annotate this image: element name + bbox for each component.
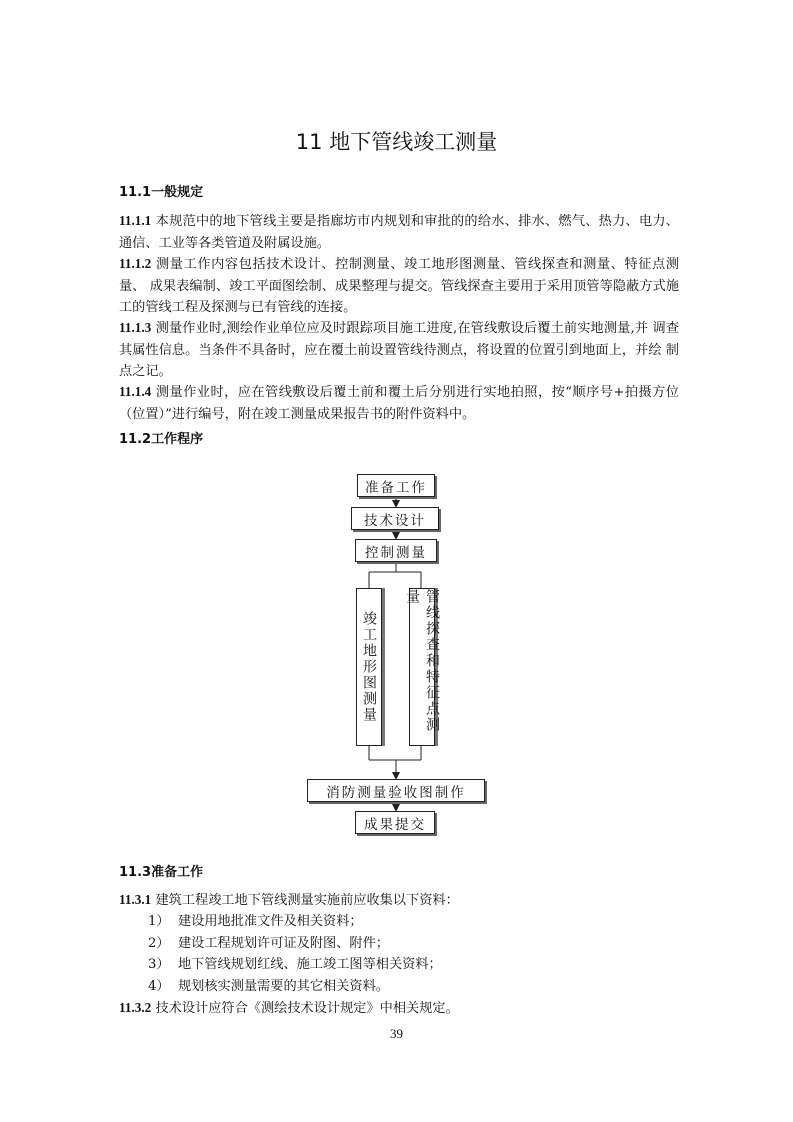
flow-step-control-survey: 控制测量 xyxy=(355,539,437,562)
list-item-number: 1） xyxy=(148,914,170,929)
clause-number: 11.1.3 xyxy=(119,320,152,335)
list-item-number: 3） xyxy=(148,957,170,972)
clause-number: 11.1.4 xyxy=(119,384,152,399)
list-item-text: 建设工程规划许可证及附图、附件； xyxy=(178,935,389,951)
flow-step-topographic-survey: 竣工地形图测量 xyxy=(356,588,382,746)
flow-step-submit-results: 成果提交 xyxy=(355,811,435,834)
clause-number: 11.3.2 xyxy=(119,1000,152,1015)
materials-list xyxy=(148,911,442,997)
page-title: 11 地下管线竣工测量 xyxy=(295,130,498,154)
clause-number: 11.1.1 xyxy=(119,213,152,228)
flow-step-prepare: 准备工作 xyxy=(357,474,435,497)
clause-text: 测量工作内容包括技术设计、控制测量、竣工地形图测量、管线探查和测量、特征点测量、 成果表编制、竣工平面图绘制、成果整理与提交。管线探查主要用于采用顶管等隐蔽方式施工的管线工程及探测与已有管线的连接。 xyxy=(119,257,679,315)
list-item xyxy=(148,954,442,976)
list-item-number: 2） xyxy=(148,935,170,951)
clause-text: 技术设计应符合《测绘技术设计规定》中相关规定。 xyxy=(151,1001,459,1016)
list-item-text: 规划核实测量需要的其它相关资料。 xyxy=(178,978,389,994)
clause-text: 测量作业时，应在管线敷设后覆土前和覆土后分别进行实地拍照，按“顺序号+拍摄方位 （位置）”进行编号，附在竣工测量成果报告书的附件资料中。 xyxy=(119,385,679,422)
clause-number: 11.3.1 xyxy=(119,892,152,907)
clause-number: 11.1.2 xyxy=(119,256,152,271)
page-number: 39 xyxy=(390,1026,403,1041)
clause-text: 测量作业时,测绘作业单位应及时跟踪项目施工进度,在管线敷设后覆土前实地测量,并 调查其属性信息。当条件不具备时，应在覆土前设置管线待测点，将设置的位置引到地面上，并绘 制点之记。 xyxy=(119,321,679,379)
list-item-number: 4） xyxy=(148,978,170,994)
list-item-text: 建设用地批准文件及相关资料； xyxy=(178,914,363,929)
section-heading-11-2: 11.2工作程序 xyxy=(119,432,204,447)
paragraph-11-3-1 xyxy=(119,889,679,912)
section-heading-11-3: 11.3准备工作 xyxy=(119,865,204,880)
paragraph-11-3-2 xyxy=(119,997,679,1020)
section-heading-11-1: 11.1一般规定 xyxy=(119,185,204,200)
clause-text: 建筑工程竣工地下管线测量实施前应收集以下资料： xyxy=(151,893,459,908)
list-item xyxy=(148,933,442,955)
list-item xyxy=(148,976,442,998)
flow-step-technical-design: 技术设计 xyxy=(351,507,439,530)
flow-step-pipeline-detection: 管线探查和特征点测量 xyxy=(409,588,435,746)
list-item xyxy=(148,911,442,933)
flow-step-fire-acceptance-drawing: 消防测量验收图制作 xyxy=(307,779,485,802)
clause-text: 本规范中的地下管线主要是指廊坊市内规划和审批的的给水、排水、燃气、热力、电力、通信、工业等各类管道及附属设施。 xyxy=(119,214,679,251)
list-item-text: 地下管线规划红线、施工竣工图等相关资料； xyxy=(178,957,442,972)
